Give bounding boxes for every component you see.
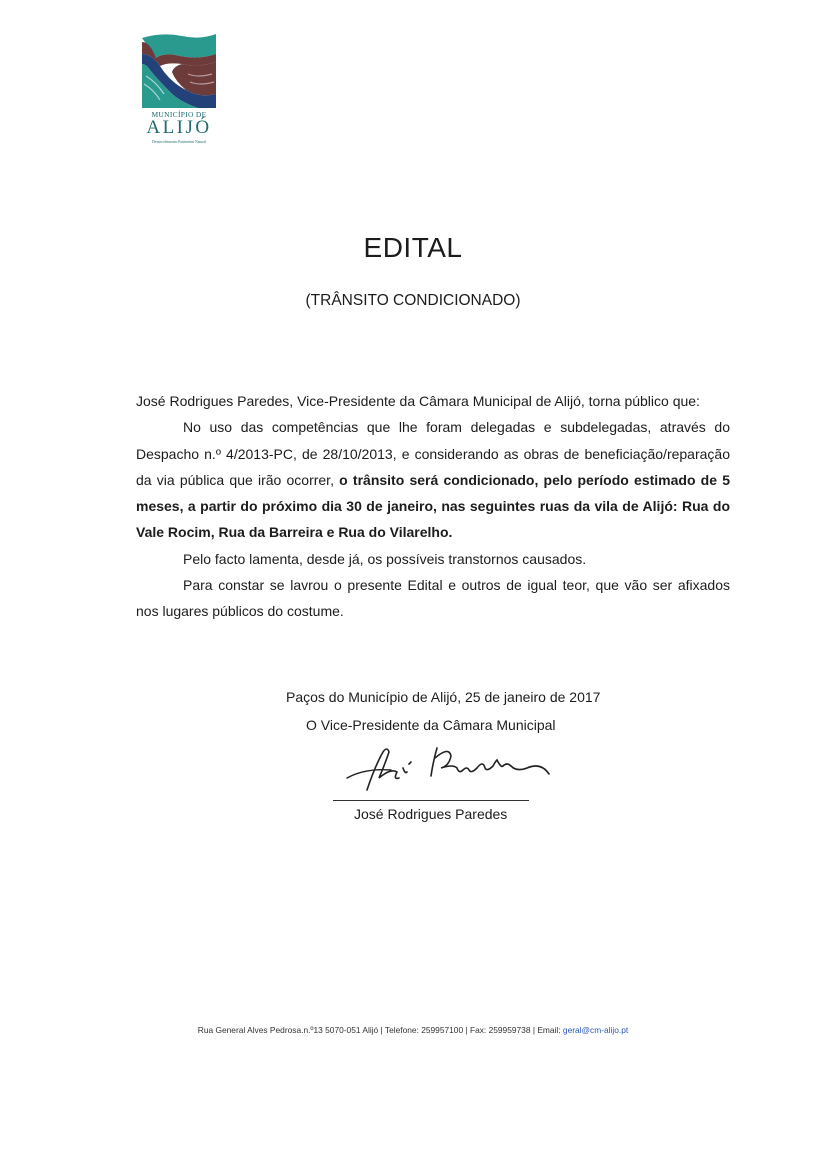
handwritten-signature [345, 738, 555, 798]
logo-text-alijo: ALIJÓ [146, 117, 212, 138]
main-paragraph-normal-text: No uso das competências que lhe foram delegadas e subdelegadas, através do Despacho n.º 4/2013-PC, de 28/10/2013, e considerando as obras de beneficiação/reparação da via pública que irão ocorrer, [136, 419, 730, 488]
municipality-logo [138, 30, 220, 150]
signer-role: O Vice-Presidente da Câmara Municipal [306, 717, 556, 733]
main-paragraph [136, 414, 730, 545]
intro-paragraph: José Rodrigues Paredes, Vice-Presidente da Câmara Municipal de Alijó, torna público que: [136, 393, 700, 409]
logo-text-municipio: MUNICÍPIO DE [151, 110, 207, 119]
signer-name: José Rodrigues Paredes [354, 806, 508, 822]
posting-paragraph: Para constar se lavrou o presente Edital e outros de igual teor, que vão ser afixados nos lugares públicos do costume. [136, 577, 730, 620]
footer-contact [0, 1025, 826, 1035]
signature-line [333, 800, 529, 801]
footer-address: Rua General Alves Pedrosa.n.º13 5070-051 Alijó | Telefone: 259957100 | Fax: 259959738 | Email: [197, 1025, 563, 1035]
place-date: Paços do Município de Alijó, 25 de janeiro de 2017 [286, 689, 601, 705]
apology-paragraph: Pelo facto lamenta, desde já, os possíveis transtornos causados. [183, 550, 587, 567]
main-paragraph-bold-text: o trânsito será condicionado, pelo período estimado de 5 meses, a partir do próximo dia 30 de janeiro, nas seguintes ruas da vila de Alijó: Rua do Vale Rocim, Rua da Barreira e Rua do Vilarelho. [136, 471, 730, 541]
document-body [136, 388, 730, 625]
document-subtitle: (TRÂNSITO CONDICIONADO) [305, 292, 521, 309]
logo-text-tagline: Desenvolvimento Património Natural [152, 140, 206, 144]
closing-block [286, 683, 600, 739]
municipality-emblem-icon [142, 32, 216, 108]
footer-email-link[interactable]: geral@cm-alijo.pt [562, 1025, 629, 1035]
document-title: EDITAL [363, 232, 463, 263]
